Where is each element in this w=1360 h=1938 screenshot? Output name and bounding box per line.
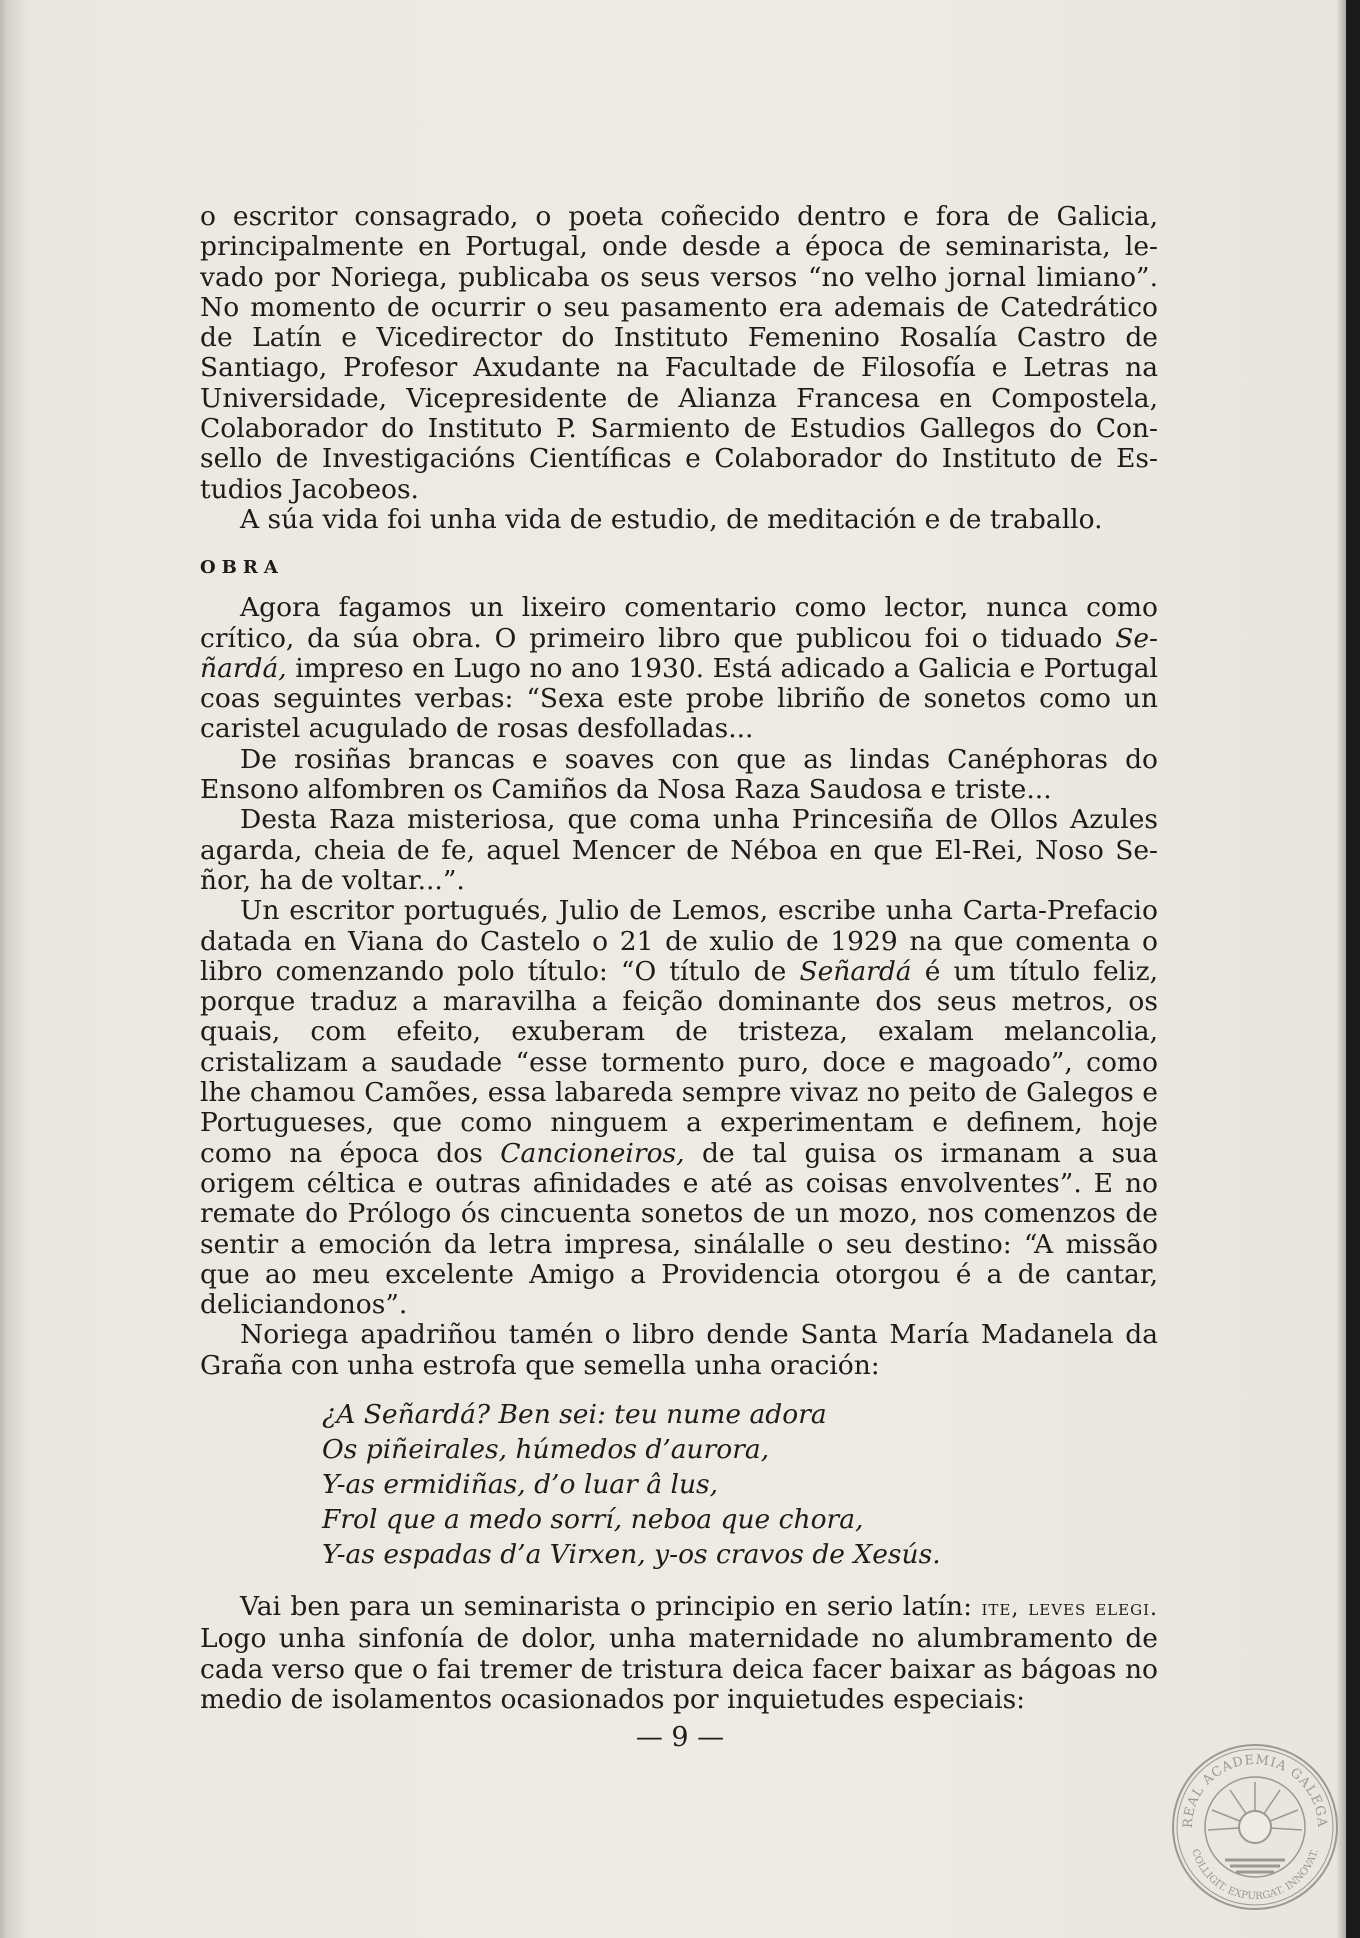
paragraph-life: A súa vida foi unha vida de estudio, de meditación e de traballo. [240, 503, 1103, 535]
binding-edge [1346, 0, 1360, 1938]
latin-phrase: ite, leves elegi. [981, 1595, 1158, 1621]
poem-line: ¿A Señardá? Ben sei: teu nume adora [322, 1398, 827, 1430]
section-heading-obra: OBRA [200, 557, 284, 579]
stamp-bottom-text: COLLIGIT. EXPURGAT. INNOVAT. [1189, 1847, 1321, 1903]
book-title: Señardá [799, 955, 912, 987]
book-title: Señardá, [200, 622, 1158, 684]
paragraph-dedication-roses: De rosiñas brancas e soaves con que as lindas Canéphoras do Ensono alfombren os Camiños da Nosa Raza Saudosa e triste... [200, 743, 1158, 806]
paragraph-noriega: Noriega apadriñou tamén o libro dende Santa María Madanela da Graña con unha estrofa que semella unha oración: [200, 1319, 1158, 1381]
paragraph-dedication-race: Desta Raza misteriosa, que coma unha Princesiña de Ollos Azules agarda, cheia de fe, aquel Mencer de Néboa en que El-Rei, Noso Señor, ha de voltar...”. [200, 804, 1158, 896]
poem-line: Y-as ermidiñas, d’o luar â lus, [322, 1468, 719, 1500]
page-body [200, 202, 1158, 1715]
poem-line: Y-as espadas d’a Virxen, y-os cravos de Xesús. [322, 1538, 941, 1570]
cancioneiros-title: Cancioneiros, [500, 1137, 685, 1169]
paragraph-first-book: Agora fagamos un lixeiro comentario como lector, nunca como crítico, da súa obra. O primeiro libro que publicou foi o tiduado Señardá, impreso en Lugo no ano 1930. Está adicado a Galicia e Portugal coas seguintes verbas: “Sexa este probe libriño de sonetos como un caristel acugulado de rosas desfolladas... [200, 592, 1158, 745]
poem-stanza [322, 1397, 1158, 1572]
binding-shadow [1336, 0, 1346, 1938]
paragraph-preface: Un escritor portugués, Julio de Lemos, escribe unha Carta-Prefacio datada en Viana do Castelo o 21 de xulio de 1929 na que comenta o libro comenzando polo título: “O título de Señardá é um título feliz, porque traduz a maravilha a feição dominante dos seus metros, os quais, com efeito, exuberam de tristeza, exalam melancolia, cristalizam a saudade “esse tormento puro, doce e magoado”, como lhe chamou Camões, essa labareda sempre vivaz no peito de Galegos e Portugueses, que como ninguem a experimentam e definem, hoje como na época dos Cancioneiros, de tal guisa os irmanam a sua origem céltica e outras afinidades e até as coisas envolventes”. E no remate do Prólogo ós cincuenta sonetos de un mozo, nos comenzos de sentir a emoción da letra impresa, sinálalle o seu destino: “A missão que ao meu excelente Amigo a Providencia otorgou é a de cantar, deliciandonos”. [200, 895, 1158, 1321]
paragraph-biography: o escritor consagrado, o poeta coñecido dentro e fora de Galicia, principalmente en Portugal, onde desde a época de seminarista, levado por Noriega, publicaba os seus versos “no velho jornal limiano”. No momento de ocurrir o seu pasamento era ademais de Catedrático de Latín e Vicedirector do Instituto Femenino Rosalía Castro de Santiago, Profesor Axudante na Facultade de Filosofía e Letras na Universidade, Vicepresidente de Alianza Francesa en Compostela, Colaborador do Instituto P. Sarmiento de Estudios Gallegos do Consello de Investigacións Científicas e Colaborador do Instituto de Estudios Jacobeos. [200, 201, 1158, 505]
paragraph-latin: Vai ben para un seminarista o principio en serio latín: ite, leves elegi. Logo unha sinfonía de dolor, unha maternidade no alumbramento de cada verso que o fai tremer de tristura deica facer baixar as bágoas no medio de isolamentos ocasionados por inquietudes especiais: [200, 1590, 1158, 1715]
page-number: — 9 — [635, 1722, 725, 1753]
poem-line: Os piñeirales, húmedos d’aurora, [322, 1433, 770, 1465]
stamp-top-text: REAL ACADEMIA GALEGA [1180, 1752, 1330, 1829]
academy-seal-stamp [1170, 1742, 1340, 1912]
poem-line: Frol que a medo sorrí, neboa que chora, [322, 1503, 864, 1535]
